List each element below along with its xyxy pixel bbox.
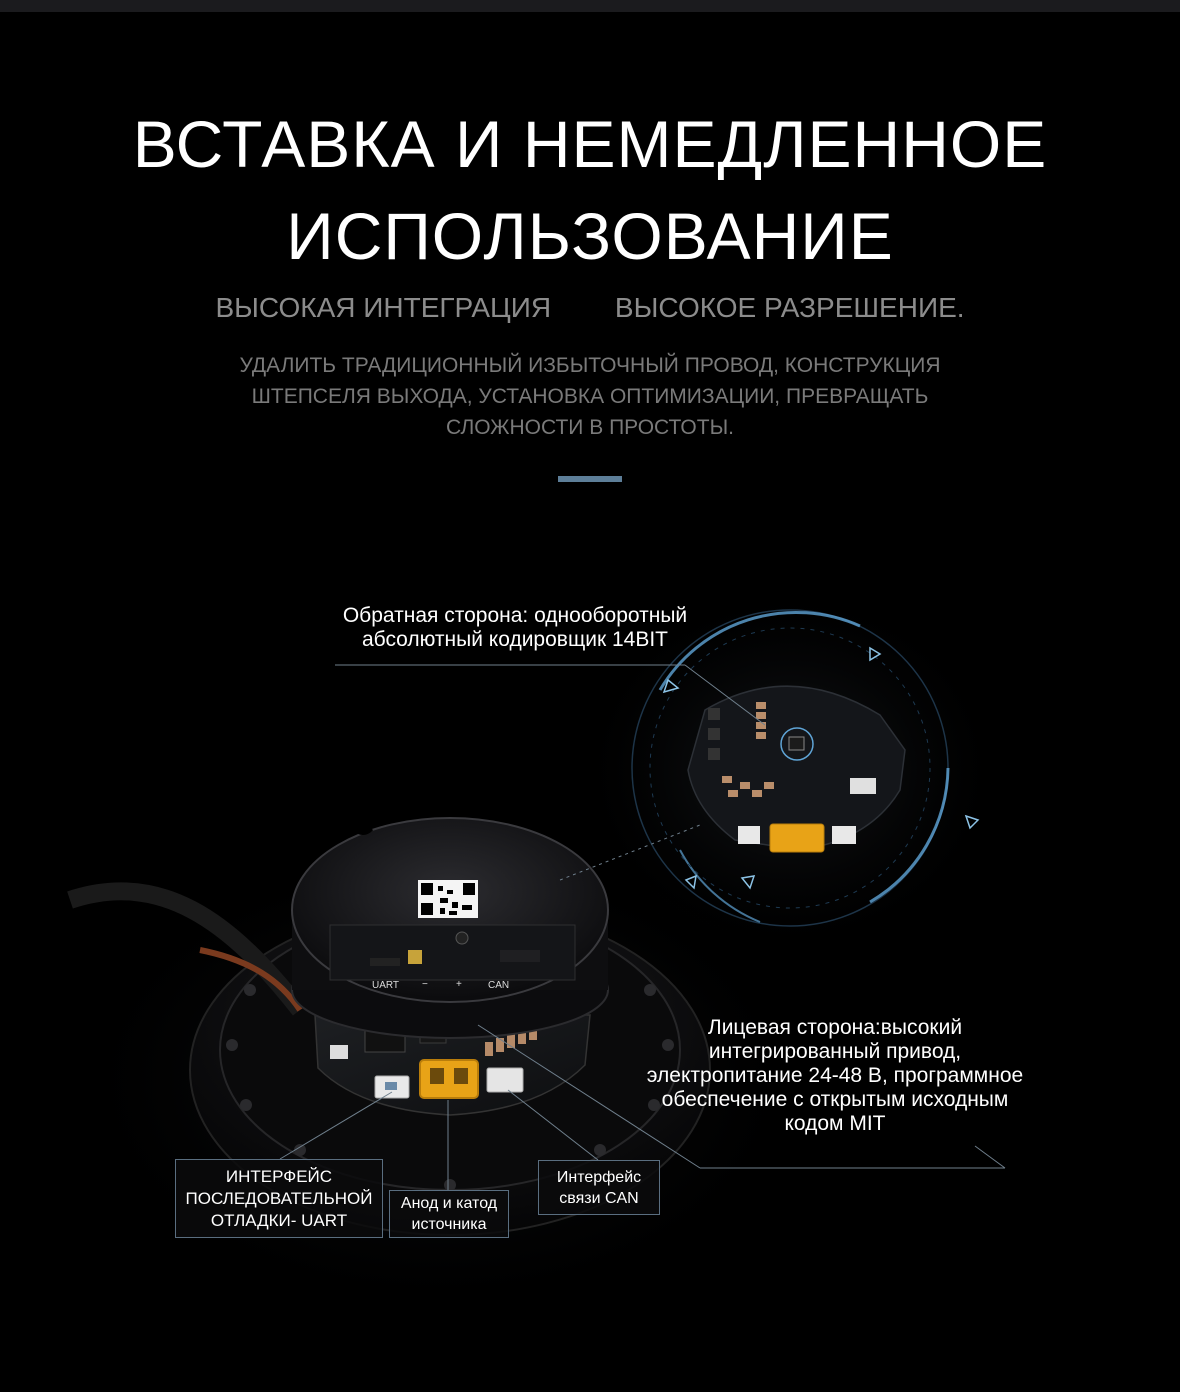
uart-label-text: ИНТЕРФЕЙС ПОСЛЕДОВАТЕЛЬНОЙ ОТЛАДКИ- UART — [185, 1166, 373, 1230]
power-label — [389, 1190, 509, 1238]
encoder-disk — [292, 818, 608, 1038]
silkscreen-can: CAN — [488, 980, 510, 991]
back-side-callout: Обратная сторона: однооборотный абсолютный кодировщик 14BIT — [342, 604, 688, 651]
silkscreen-uart: UART — [372, 980, 400, 991]
subtitle-right: ВЫСОКОЕ РАЗРЕШЕНИЕ. — [614, 292, 965, 323]
silkscreen-plus: + — [456, 979, 462, 990]
silkscreen-minus: − — [422, 979, 428, 990]
product-illustration — [0, 520, 1180, 1392]
power-label-text: Анод и катод источника — [400, 1195, 498, 1233]
subtitle-left: ВЫСОКАЯ ИНТЕГРАЦИЯ — [215, 292, 552, 323]
accent-divider — [558, 476, 622, 482]
uart-label — [175, 1159, 383, 1238]
front-side-callout: Лицевая сторона:высокий интегрированный привод, электропитание 24-48 В, программное обеспечение с открытым исходным кодом MIT — [646, 1016, 1024, 1135]
description: УДАЛИТЬ ТРАДИЦИОННЫЙ ИЗБЫТОЧНЫЙ ПРОВОД, КОНСТРУКЦИЯ ШТЕПСЕЛЯ ВЫХОДА, УСТАНОВКА ОПТИМИЗАЦИИ, ПРЕВРАЩАТЬ СЛОЖНОСТИ В ПРОСТОТЫ. — [239, 354, 941, 439]
back-power-connector — [770, 824, 824, 852]
qr-code — [418, 880, 478, 918]
can-label-text: Интерфейс связи CAN — [556, 1168, 642, 1207]
subtitle-row — [0, 292, 1180, 324]
page-title-line-2: ИСПОЛЬЗОВАНИЕ — [286, 199, 894, 273]
can-connector — [487, 1068, 523, 1092]
power-connector — [420, 1060, 478, 1098]
top-bar — [0, 0, 1180, 12]
page-title-line-1: ВСТАВКА И НЕМЕДЛЕННОЕ — [132, 107, 1048, 181]
can-label — [538, 1160, 660, 1215]
